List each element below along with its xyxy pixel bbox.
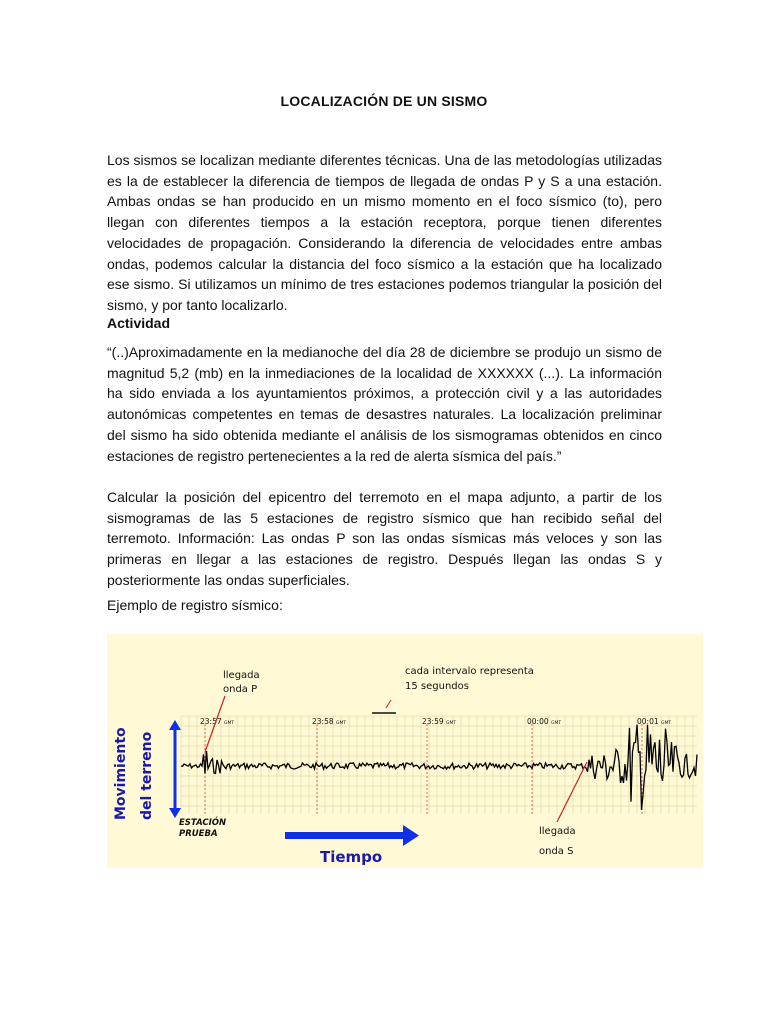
time-label: 23:58 xyxy=(312,717,334,726)
station-label-2: PRUEBA xyxy=(179,829,218,839)
interval-line1: cada intervalo representa xyxy=(405,666,534,677)
time-zone-label: GMT xyxy=(446,721,457,726)
seismogram-graphic xyxy=(107,634,703,868)
activity-heading: Actividad xyxy=(107,315,171,331)
station-label-1: ESTACIÓN xyxy=(179,818,227,828)
label-s-line2: onda S xyxy=(539,846,574,857)
label-s-line1: llegada xyxy=(539,826,576,837)
y-axis-label-2: del terreno xyxy=(139,731,155,820)
y-axis-label-1: Movimiento xyxy=(113,727,129,820)
seismogram-figure xyxy=(107,634,703,868)
time-zone-label: GMT xyxy=(661,721,672,726)
intro-paragraph: Los sismos se localizan mediante diferentes técnicas. Una de las metodologías utilizadas es la de establecer la diferencia de tiempos de llegada de ondas P y S a una estación. Ambas ondas se han producido en un mismo momento en el foco sísmico (to), pero llegan con diferentes tiempos a la estación receptora, porque tienen diferentes velocidades de propagación. Considerando la diferencia de velocidades entre ambas ondas, podemos calcular la distancia del foco sísmico a la estación que ha localizado ese sismo. Si utilizamos un mínimo de tres estaciones podemos triangular la posición del sismo, y por tanto localizarlo. xyxy=(107,152,662,313)
time-label: 00:01 xyxy=(637,717,659,726)
interval-line2: 15 segundos xyxy=(405,681,469,692)
label-p-line2: onda P xyxy=(223,684,258,695)
label-p-line1: llegada xyxy=(223,670,260,681)
time-zone-label: GMT xyxy=(336,721,347,726)
page-title: LOCALIZACIÓN DE UN SISMO xyxy=(280,93,488,109)
time-zone-label: GMT xyxy=(551,721,562,726)
time-label: 23:57 xyxy=(200,717,222,726)
quote-paragraph: “(..)Aproximadamente en la medianoche del día 28 de diciembre se produjo un sismo de magnitud 5,2 (mb) en la inmediaciones de la localidad de XXXXXX (...). La información ha sido enviada a los ayuntamientos próximos, a protección civil y a las autoridades autonómicas competentes en temas de desastres naturales. La localización preliminar del sismo ha sido obtenida mediante el análisis de los sismogramas obtenidos en cinco estaciones de registro pertenecientes a la red de alerta sísmica del país.” xyxy=(107,344,662,464)
x-axis-label: Tiempo xyxy=(320,848,383,866)
time-label: 00:00 xyxy=(527,717,549,726)
task-paragraph: Calcular la posición del epicentro del terremoto en el mapa adjunto, a partir de los sismogramas de las 5 estaciones de registro sísmico que han recibido señal del terremoto. Información: Las ondas P son las ondas sísmicas más veloces y son las primeras en llegar a las estaciones de registro. Después llegan las ondas S y posteriormente las ondas superficiales. xyxy=(107,489,662,588)
time-label: 23:59 xyxy=(422,717,444,726)
example-label: Ejemplo de registro sísmico: xyxy=(107,597,283,613)
time-zone-label: GMT xyxy=(224,721,235,726)
